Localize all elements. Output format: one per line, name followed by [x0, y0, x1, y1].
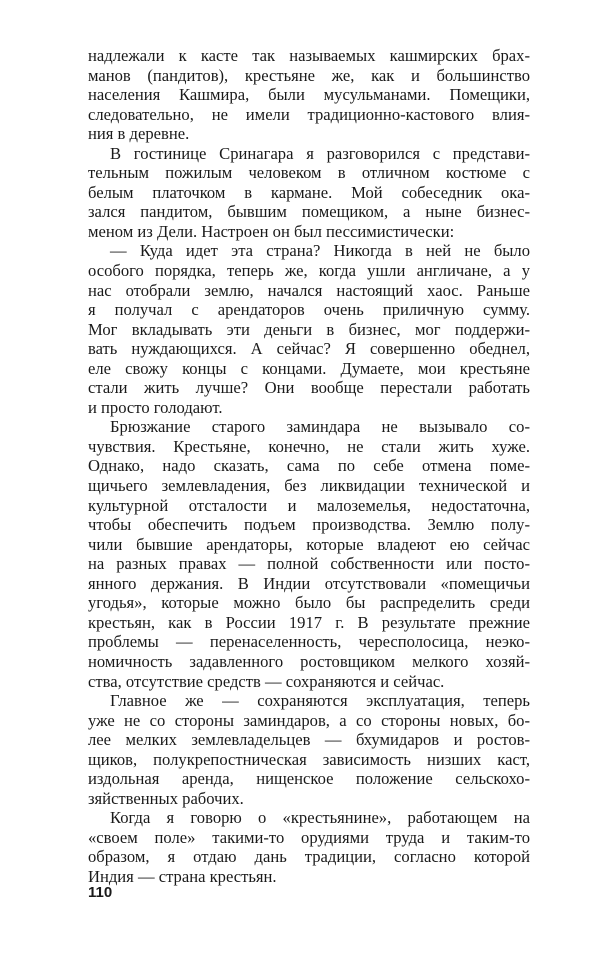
text-line: уже не со стороны заминдаров, а со стороны новых, бо-	[88, 710, 530, 730]
text-line: проблемы — перенаселенность, чересполосица, неэко-	[88, 632, 530, 652]
text-line: янного держания. В Индии отсутствовали «помещичьи	[88, 573, 530, 593]
text-line: белым платочком в кармане. Мой собеседник ока-	[88, 182, 530, 202]
text-line: особого порядка, теперь же, когда ушли англичане, а у	[88, 261, 530, 281]
text-line: зяйственных рабочих.	[88, 788, 244, 808]
text-line: на разных правах — полной собственности или посто-	[88, 554, 530, 574]
text-line: я получал с арендаторов очень приличную сумму.	[88, 300, 530, 320]
text-line: — Куда идет эта страна? Никогда в ней не было	[110, 241, 530, 261]
text-line: ства, отсутствие средств — сохраняются и сейчас.	[88, 671, 445, 691]
text-line: образом, я отдаю дань традиции, согласно которой	[88, 847, 530, 867]
text-line: Мог вкладывать эти деньги в бизнес, мог поддержи-	[88, 319, 530, 339]
text-line: В гостинице Сринагара я разговорился с представи-	[110, 143, 530, 163]
text-line: зался пандитом, бывшим помещиком, а ныне бизнес-	[88, 202, 530, 222]
text-line: крестьян, как в России 1917 г. В результате прежние	[88, 612, 530, 632]
text-line: нас отобрали землю, начался настоящий хаос. Раньше	[88, 280, 530, 300]
text-line: тельным пожилым человеком в отличном костюме с	[88, 163, 530, 183]
text-line: издольная аренда, нищенское положение сельскохо-	[88, 769, 530, 789]
text-line: угодья», которые можно было бы распределить среди	[88, 593, 530, 613]
text-line: лее мелких землевладельцев — бхумидаров и ростов-	[88, 730, 530, 750]
text-line: Индия — страна крестьян.	[88, 866, 277, 886]
text-line: чувствия. Крестьяне, конечно, не стали жить хуже.	[88, 436, 530, 456]
text-line: и просто голодают.	[88, 397, 223, 417]
text-line: Когда я говорю о «крестьянине», работающем на	[110, 808, 530, 828]
text-line: следовательно, не имели традиционно-кастового влия-	[88, 104, 530, 124]
text-line: еле свожу концы с концами. Думаете, мои крестьяне	[88, 358, 530, 378]
text-line: чили бывшие арендаторы, которые владеют ею сейчас	[88, 534, 530, 554]
text-line: чтобы обеспечить подъем производства. Землю полу-	[88, 515, 530, 535]
text-line: ния в деревне.	[88, 124, 190, 144]
page-number: 110	[88, 884, 113, 901]
text-line: стали жить лучше? Они вообще перестали работать	[88, 378, 530, 398]
text-line: «своем поле» такими-то орудиями труда и таким-то	[88, 827, 530, 847]
text-line: меном из Дели. Настроен он был пессимистически:	[88, 221, 455, 241]
text-line: вать нуждающихся. А сейчас? Я совершенно обеднел,	[88, 339, 530, 359]
text-line: Главное же — сохраняются эксплуатация, теперь	[110, 691, 530, 711]
text-line: щичьего землевладения, без ликвидации технической и	[88, 476, 530, 496]
text-line: номичность задавленного ростовщиком мелкого хозяй-	[88, 651, 530, 671]
text-line: манов (пандитов), крестьяне же, как и большинство	[88, 65, 530, 85]
text-line: Однако, надо сказать, сама по себе отмена поме-	[88, 456, 530, 476]
text-line: населения Кашмира, были мусульманами. Помещики,	[88, 85, 530, 105]
text-line: надлежали к касте так называемых кашмирских брах-	[88, 46, 530, 65]
book-page-text	[88, 46, 530, 887]
text-line: культурной отсталости и малоземелья, недостаточна,	[88, 495, 530, 515]
text-line: щиков, полукрепостническая зависимость низших каст,	[88, 749, 530, 769]
text-line: Брюзжание старого заминдара не вызывало со-	[110, 417, 530, 437]
